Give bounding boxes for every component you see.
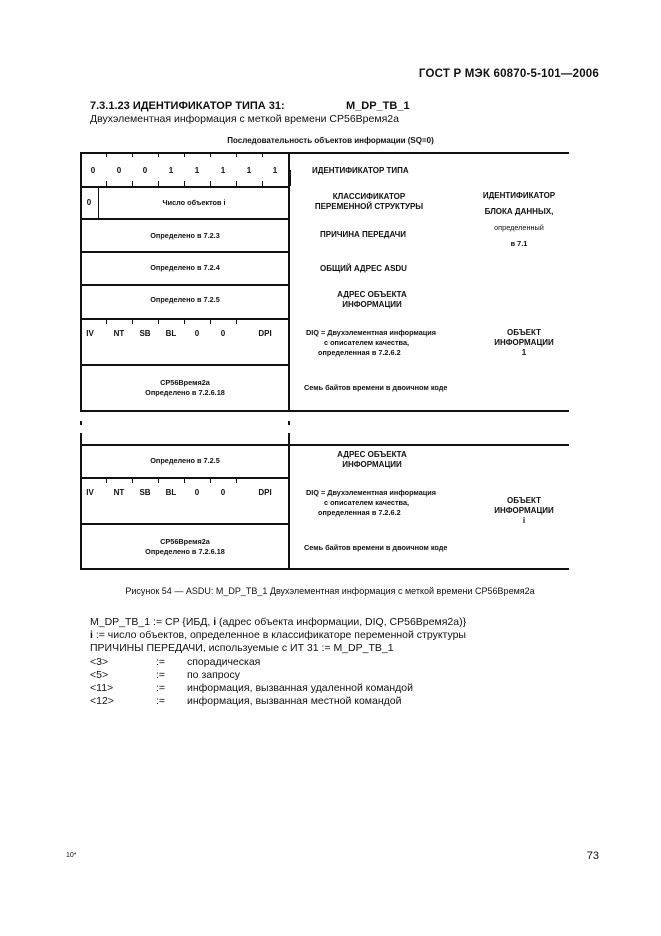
cause-code: <12> — [90, 695, 114, 707]
center-border-dash — [288, 421, 290, 425]
dui-line2: БЛОКА ДАННЫХ, — [484, 207, 554, 216]
ioa-line2: ИНФОРМАЦИИ — [342, 300, 402, 309]
cause-assign: := — [156, 682, 166, 694]
cause-description: спорадическая — [187, 656, 261, 668]
bit-tick — [158, 477, 159, 483]
diq-bit-nt: NT — [113, 488, 125, 497]
row-divider — [80, 251, 290, 253]
time-block-last — [82, 537, 288, 557]
bit-tick — [106, 318, 107, 324]
bit-tick — [106, 477, 107, 483]
row-divider — [80, 568, 569, 570]
type-bit: 1 — [220, 166, 226, 175]
definition-line2 — [90, 629, 466, 641]
row-divider — [80, 410, 569, 412]
dui-line1: ИДЕНТИФИКАТОР — [482, 191, 556, 200]
row-divider — [80, 318, 290, 320]
cause-definition: Определено в 7.2.3 — [150, 231, 220, 240]
section-number-title: 7.3.1.23 ИДЕНТИФИКАТОР ТИПА 31: — [90, 100, 285, 112]
data-unit-identifier-label — [468, 188, 570, 252]
diq-last-line1: DIQ = Двухэлементная информация — [306, 488, 437, 497]
ioa-definition: Определено в 7.2.5 — [150, 295, 220, 304]
bit-tick — [158, 318, 159, 324]
obj1-line1: ОБЪЕКТ — [507, 328, 541, 337]
diq-description — [306, 328, 436, 358]
diagram-caption: Последовательность объектов информации (SQ=0) — [227, 136, 434, 145]
vsq-sq-bit: 0 — [86, 198, 92, 207]
time-block-1 — [82, 378, 288, 398]
bit-tick — [236, 181, 237, 186]
type-id-label: ИДЕНТИФИКАТОР ТИПА — [312, 166, 409, 175]
center-border — [288, 433, 290, 570]
bit-tick — [184, 477, 185, 483]
center-tick — [290, 170, 291, 186]
ioa-last-line1: АДРЕС ОБЪЕКТА — [337, 450, 407, 459]
asdu-diagram — [80, 152, 569, 570]
row-divider — [80, 218, 290, 220]
cause-assign: := — [156, 656, 166, 668]
obj-i-line2: ИНФОРМАЦИИ — [494, 506, 554, 515]
ioa-last-line2: ИНФОРМАЦИИ — [342, 460, 402, 469]
bit-tick — [210, 318, 211, 324]
row-divider — [80, 444, 569, 446]
bit-tick — [236, 152, 237, 157]
diq-bit-0: 0 — [194, 488, 200, 497]
cause-description: по запросу — [187, 669, 240, 681]
row-divider — [80, 186, 290, 188]
bit-tick — [262, 181, 263, 186]
cause-code: <5> — [90, 669, 109, 681]
vsq-label-line2: ПЕРЕМЕННОЙ СТРУКТУРЫ — [314, 202, 424, 211]
obj-i-index: i — [522, 516, 526, 525]
type-bit: 0 — [116, 166, 122, 175]
diq-bit-0: 0 — [220, 329, 226, 338]
diq-bit-dpi: DPI — [258, 488, 272, 497]
definition-line1-i: i — [213, 616, 217, 628]
bit-tick — [106, 152, 107, 157]
diq-line3: определенная в 7.2.6.2 — [318, 348, 401, 357]
obj-i-line1: ОБЪЕКТ — [507, 496, 541, 505]
cause-description: информация, вызванная удаленной командой — [187, 682, 414, 694]
bit-tick — [236, 477, 237, 483]
definition-line2-i: i — [90, 629, 93, 641]
ioa-label-last — [312, 450, 432, 470]
time1-line1: СР56Время2а — [160, 378, 210, 387]
diq-bit-0: 0 — [194, 329, 200, 338]
bit-tick — [158, 181, 159, 186]
vsq-label-line1: КЛАССИФИКАТОР — [332, 192, 406, 201]
bit-tick — [210, 152, 211, 157]
type-bit: 1 — [246, 166, 252, 175]
time-last-line1: СР56Время2а — [160, 537, 210, 546]
diq-bit-dpi: DPI — [258, 329, 272, 338]
diq-last-line2: с описателем качества, — [324, 498, 410, 507]
page-number: 73 — [586, 850, 599, 862]
section-title — [90, 100, 410, 112]
bit-tick — [184, 181, 185, 186]
left-border — [80, 152, 82, 412]
row-divider — [80, 284, 290, 286]
bit-tick — [132, 477, 133, 483]
type-bit: 1 — [168, 166, 174, 175]
cause-code: <3> — [90, 656, 109, 668]
center-border — [288, 152, 290, 412]
obj1-index: 1 — [521, 348, 527, 357]
type-bit: 0 — [90, 166, 96, 175]
diq-last-line3: определенная в 7.2.6.2 — [318, 508, 401, 517]
definition-line2-b: := число объектов, определенное в классификаторе переменной структуры — [92, 629, 466, 641]
figure-caption: Рисунок 54 — ASDU: M_DP_TB_1 Двухэлементная информация с меткой времени СР56Время2а — [125, 586, 535, 596]
diq-line2: с описателем качества, — [324, 338, 410, 347]
row-divider — [80, 477, 290, 479]
definition-line1-a: M_DP_TB_1 := CP {ИБД, — [90, 616, 214, 628]
vsq-label — [294, 192, 444, 212]
footer-mark: 10* — [66, 852, 77, 859]
row-divider — [80, 523, 290, 525]
type-bit: 1 — [194, 166, 200, 175]
diq-bit-bl: BL — [165, 329, 177, 338]
bit-tick — [132, 181, 133, 186]
cause-assign: := — [156, 695, 166, 707]
diq-line1: DIQ = Двухэлементная информация — [306, 328, 437, 337]
definition-line3: ПРИЧИНЫ ПЕРЕДАЧИ, используемые с ИТ 31 := M_DP_TB_1 — [90, 642, 394, 654]
ioa-label — [312, 290, 432, 310]
bit-tick — [106, 181, 107, 186]
time-label-last: Семь байтов времени в двоичном коде — [304, 543, 448, 552]
obj1-line2: ИНФОРМАЦИИ — [494, 338, 554, 347]
type-bit: 0 — [142, 166, 148, 175]
type-bit: 1 — [272, 166, 278, 175]
time-last-line2: Определено в 7.2.6.18 — [145, 547, 225, 556]
bit-tick — [210, 181, 211, 186]
diq-bit-bl: BL — [165, 488, 177, 497]
bit-tick — [132, 152, 133, 157]
bit-tick — [158, 152, 159, 157]
standard-header: ГОСТ Р МЭК 60870-5-101—2006 — [418, 68, 599, 80]
row-divider — [80, 152, 569, 154]
cause-label: ПРИЧИНА ПЕРЕДАЧИ — [320, 230, 406, 239]
cause-description: информация, вызванная местной командой — [187, 695, 402, 707]
row-divider — [80, 364, 290, 366]
info-object-1-label — [484, 328, 564, 358]
left-border-dash — [80, 421, 82, 425]
cause-code: <11> — [90, 682, 114, 694]
vsq-bit-divider — [98, 186, 99, 218]
info-object-i-label — [484, 496, 564, 526]
diq-bit-sb: SB — [139, 488, 151, 497]
section-code: M_DP_TB_1 — [346, 100, 410, 112]
definition-line1 — [90, 616, 466, 628]
diq-bit-iv: IV — [86, 488, 94, 497]
num-objects: Число объектов i — [162, 198, 226, 207]
dui-line4: в 7.1 — [510, 239, 528, 248]
bit-tick — [210, 477, 211, 483]
definition-line1-c: (адрес объекта информации, DIQ, CP56Время2а)} — [216, 616, 467, 628]
bit-tick — [236, 318, 237, 324]
time1-line2: Определено в 7.2.6.18 — [145, 388, 225, 397]
bit-tick — [262, 152, 263, 157]
ioa-definition-last: Определено в 7.2.5 — [150, 456, 220, 465]
cause-assign: := — [156, 669, 166, 681]
section-subtitle: Двухэлементная информация с меткой времени СР56Время2а — [90, 113, 399, 125]
bit-tick — [132, 318, 133, 324]
diq-bit-sb: SB — [139, 329, 151, 338]
bit-tick — [184, 152, 185, 157]
diq-description-last — [306, 488, 436, 518]
diq-bit-iv: IV — [86, 329, 94, 338]
dui-line3: определенный — [494, 223, 544, 232]
bit-tick — [184, 318, 185, 324]
common-address-definition: Определено в 7.2.4 — [150, 263, 220, 272]
common-address-label: ОБЩИЙ АДРЕС ASDU — [320, 264, 407, 273]
diq-bit-nt: NT — [113, 329, 125, 338]
time-label-1: Семь байтов времени в двоичном коде — [304, 383, 448, 392]
diq-bit-0: 0 — [220, 488, 226, 497]
ioa-line1: АДРЕС ОБЪЕКТА — [337, 290, 407, 299]
